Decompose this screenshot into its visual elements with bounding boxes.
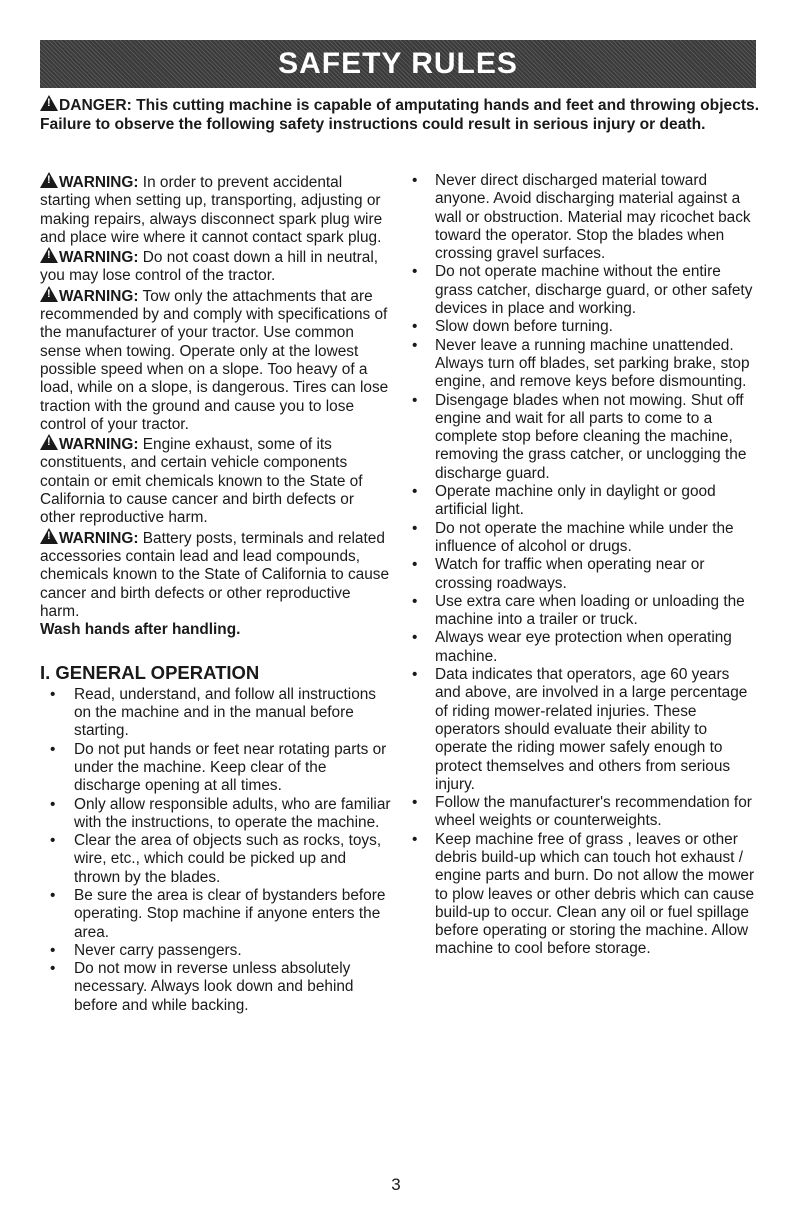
warning-text: Do not coast down a hill in neutral, you may lose control of the tractor. [40, 249, 379, 285]
list-item: • Be sure the area is clear of bystanders before operating. Stop machine if anyone enters the area. [40, 887, 392, 942]
warning-label: WARNING: [59, 529, 139, 547]
list-item: • Read, understand, and follow all instructions on the machine and in the manual before starting. [40, 686, 392, 741]
warning-triangle-icon [40, 286, 58, 302]
list-item: • Never direct discharged material toward anyone. Avoid discharging material against a wall or obstruction. Material may ricochet back toward the operator. Stop the blades when crossing gravel surfaces. [410, 172, 755, 263]
list-item: • Keep machine free of grass , leaves or other debris build-up which can touch hot exhaust / engine parts and burn. Do not allow the mower to plow leaves or other debris which can cause build-up to occur. Clean any oil or fuel spillage before operating or storing the machine. Allow machine to cool before storage. [410, 831, 755, 959]
warning-paragraph [40, 286, 392, 434]
list-item: • Do not mow in reverse unless absolutely necessary. Always look down and behind before and while backing. [40, 960, 392, 1015]
list-item: • Do not operate machine without the entire grass catcher, discharge guard, or other safety devices in place and working. [410, 263, 755, 318]
warning-paragraph [40, 434, 392, 527]
warning-paragraph [40, 528, 392, 640]
warning-triangle-icon [40, 172, 58, 188]
list-item: • Watch for traffic when operating near or crossing roadways. [410, 556, 755, 593]
general-operation-list-right [410, 172, 755, 959]
warning-text: Tow only the attachments that are recommended by and comply with specifications of the manufacturer of your tractor. Use common sense when towing. Operate only at the lowest possible speed when on a slope. Too heavy of a load, while on a slope, is dangerous. Tires can lose traction with the ground and cause you to lose control of your tractor. [40, 287, 389, 433]
list-item: • Clear the area of objects such as rocks, toys, wire, etc., which could be picked up and thrown by the blades. [40, 832, 392, 887]
list-item: • Operate machine only in daylight or good artificial light. [410, 483, 755, 520]
list-item: • Do not put hands or feet near rotating parts or under the machine. Keep clear of the discharge opening at all times. [40, 741, 392, 796]
danger-label: DANGER: [59, 97, 132, 114]
warning-label: WARNING: [59, 249, 139, 267]
warning-triangle-icon [40, 434, 58, 450]
warning-text: Engine exhaust, some of its constituents, and certain vehicle components contain or emit chemicals known to the State of California to cause cancer and birth defects or other reproductive harm. [40, 436, 363, 527]
list-item: • Disengage blades when not mowing. Shut off engine and wait for all parts to come to a complete stop before cleaning the machine, removing the grass catcher, or unclogging the discharge guard. [410, 392, 755, 483]
danger-text: This cutting machine is capable of amputating hands and feet and throwing objects. Failure to observe the following safety instructions could result in serious injury or death. [40, 97, 760, 133]
right-column [410, 172, 755, 959]
list-item: • Slow down before turning. [410, 318, 755, 336]
warning-triangle-icon [40, 95, 58, 111]
section-heading-general-operation: I. GENERAL OPERATION [40, 662, 260, 684]
list-item: • Do not operate the machine while under the influence of alcohol or drugs. [410, 520, 755, 557]
warning-text: In order to prevent accidental starting when setting up, transporting, adjusting or making repairs, always disconnect spark plug wire and place wire where it cannot contact spark plug. [40, 174, 383, 246]
warning-triangle-icon [40, 247, 58, 263]
general-operation-list-left [40, 686, 392, 1015]
page-number: 3 [391, 1175, 401, 1194]
warning-text: Battery posts, terminals and related accessories contain lead and lead compounds, chemicals known to the State of California to cause cancer and birth defects or other reproductive harm. [40, 529, 390, 620]
list-item: • Data indicates that operators, age 60 years and above, are involved in a large percentage of riding mower-related injuries. These operators should evaluate their ability to operate the riding mower safely enough to protect themselves and others from serious injury. [410, 666, 755, 794]
list-item: • Follow the manufacturer's recommendation for wheel weights or counterweights. [410, 794, 755, 831]
list-item: • Never leave a running machine unattended. Always turn off blades, set parking brake, stop engine, and remove keys before dismounting. [410, 337, 755, 392]
wash-hands-note: Wash hands after handling. [40, 621, 241, 639]
warning-label: WARNING: [59, 287, 139, 305]
warning-label: WARNING: [59, 174, 139, 191]
list-item: • Always wear eye protection when operating machine. [410, 629, 755, 666]
warning-paragraph [40, 172, 392, 247]
left-column [40, 172, 392, 1015]
safety-rules-banner [40, 40, 756, 88]
danger-notice [40, 95, 760, 134]
list-item: • Only allow responsible adults, who are familiar with the instructions, to operate the machine. [40, 796, 392, 833]
warning-label: WARNING: [59, 436, 139, 454]
warning-triangle-icon [40, 528, 58, 544]
list-item: • Never carry passengers. [40, 942, 392, 960]
page-title: SAFETY RULES [278, 47, 518, 80]
warning-paragraph [40, 247, 392, 286]
list-item: • Use extra care when loading or unloading the machine into a trailer or truck. [410, 593, 755, 630]
